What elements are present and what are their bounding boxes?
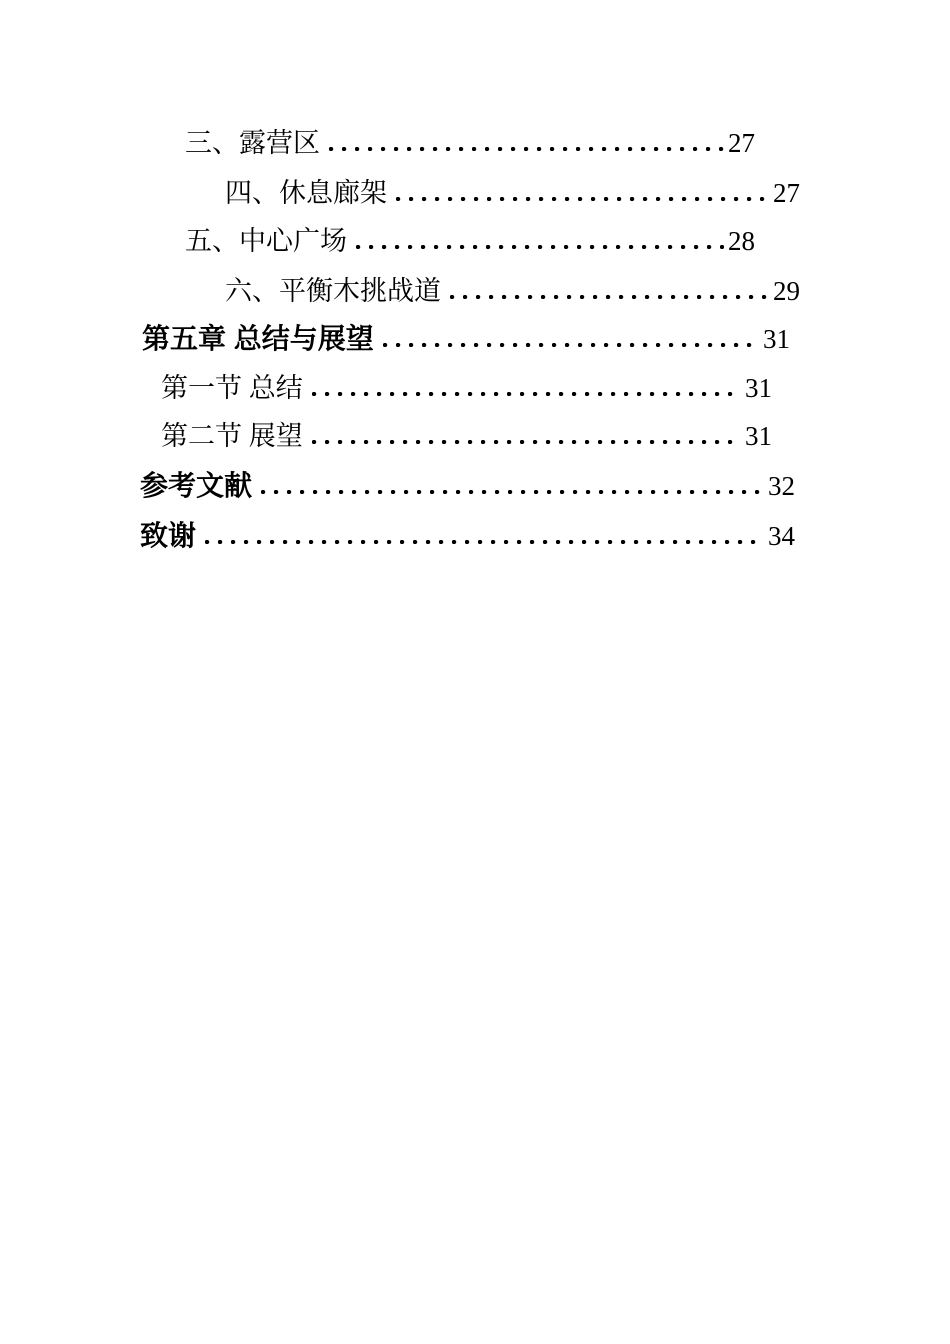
- toc-entry-camping-area[interactable]: [185, 126, 755, 160]
- dot-leader: [312, 440, 741, 444]
- toc-entry-label: 参考文献: [140, 470, 253, 501]
- dot-leader: [261, 490, 764, 494]
- dot-leader: [396, 197, 769, 201]
- toc-entry-page-number: 27: [728, 128, 755, 158]
- toc-entry-label: 六、平衡木挑战道: [225, 276, 441, 306]
- toc-entry-central-plaza[interactable]: [185, 224, 755, 258]
- dot-leader: [356, 245, 724, 249]
- toc-entry-page-number: 29: [773, 276, 800, 306]
- dot-leader: [312, 392, 741, 396]
- toc-entry-chapter5-summary-outlook[interactable]: [142, 322, 790, 356]
- toc-entry-page-number: 34: [768, 521, 795, 551]
- toc-entry-page-number: 31: [745, 421, 772, 451]
- toc-entry-references[interactable]: [140, 469, 795, 503]
- toc-entry-label: 第五章 总结与展望: [142, 323, 374, 354]
- toc-entry-page-number: 31: [763, 324, 790, 354]
- toc-entry-label: 四、休息廊架: [225, 178, 387, 208]
- toc-entry-page-number: 27: [773, 178, 800, 208]
- dot-leader: [329, 147, 724, 151]
- dot-leader: [450, 295, 769, 299]
- toc-entry-page-number: 32: [768, 471, 795, 501]
- toc-entry-label: 三、露营区: [185, 128, 320, 158]
- toc-entry-label: 五、中心广场: [185, 226, 347, 256]
- toc-entry-page-number: 31: [745, 373, 772, 403]
- toc-entry-acknowledgements[interactable]: [140, 519, 795, 553]
- toc-entry-balance-beam-trail[interactable]: [225, 274, 800, 308]
- dot-leader: [205, 540, 764, 544]
- toc-entry-label: 第一节 总结: [161, 373, 303, 403]
- toc-entry-rest-pergola[interactable]: [225, 176, 800, 210]
- toc-entry-section2-outlook[interactable]: [161, 419, 772, 453]
- toc-entry-label: 第二节 展望: [161, 421, 303, 451]
- toc-entry-section1-summary[interactable]: [161, 371, 772, 405]
- dot-leader: [383, 343, 759, 347]
- toc-entry-page-number: 28: [728, 226, 755, 256]
- toc-entry-label: 致谢: [140, 520, 197, 551]
